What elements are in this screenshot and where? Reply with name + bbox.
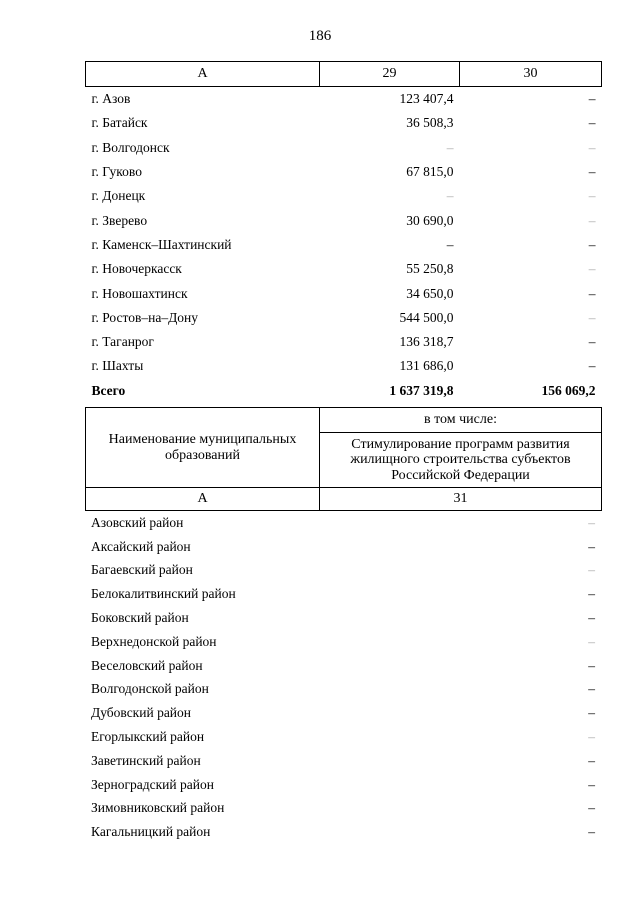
value-col-29: 544 500,0 — [399, 309, 454, 325]
table-row — [85, 535, 601, 559]
district-name: Дубовский район — [91, 705, 192, 721]
value-col-30: – — [588, 91, 596, 107]
value-col-31: – — [588, 610, 595, 626]
value-col-31: – — [588, 538, 595, 554]
header-col-a: А — [86, 62, 320, 87]
table-row — [86, 184, 602, 208]
total-col-30: 156 069,2 — [541, 382, 596, 398]
table-row — [85, 511, 601, 535]
code-col-a: А — [86, 488, 320, 511]
table-row — [85, 582, 601, 606]
value-col-29: 34 650,0 — [406, 285, 454, 301]
city-name: г. Азов — [91, 91, 131, 107]
table-row — [86, 160, 602, 184]
value-col-30: – — [588, 164, 596, 180]
city-name: г. Гуково — [91, 164, 142, 180]
value-col-31: – — [588, 586, 595, 602]
table-row — [86, 354, 602, 378]
table-row — [85, 654, 601, 678]
value-col-31: – — [588, 729, 595, 745]
city-name: г. Донецк — [91, 188, 146, 204]
value-col-29: 36 508,3 — [406, 115, 454, 131]
value-col-29: – — [446, 188, 454, 204]
district-name: Боковский район — [91, 610, 189, 626]
table-districts — [85, 511, 601, 844]
value-col-29: 55 250,8 — [406, 261, 454, 277]
city-name: г. Волгодонск — [91, 139, 170, 155]
value-col-30: – — [588, 334, 596, 350]
value-col-31: – — [588, 562, 595, 578]
district-name: Зимовниковский район — [91, 800, 225, 816]
table-row — [86, 208, 602, 232]
value-col-30: – — [588, 188, 596, 204]
district-name: Егорлыкский район — [91, 729, 205, 745]
including-header: в том числе: — [320, 408, 602, 433]
value-col-29: – — [446, 236, 454, 252]
table-row — [85, 630, 601, 654]
district-name: Веселовский район — [91, 657, 203, 673]
value-col-31: – — [588, 633, 595, 649]
value-col-29: 67 815,0 — [406, 164, 454, 180]
district-name: Багаевский район — [91, 562, 193, 578]
district-name: Волгодонской район — [91, 681, 209, 697]
district-name: Белокалитвинский район — [91, 586, 236, 602]
value-col-31: – — [588, 681, 595, 697]
code-col-31: 31 — [320, 488, 602, 511]
table-row — [85, 749, 601, 773]
value-col-29: 123 407,4 — [399, 91, 454, 107]
city-name: г. Новочеркасск — [91, 261, 182, 277]
value-col-31: – — [588, 657, 595, 673]
header-col-30: 30 — [460, 62, 602, 87]
table-row — [85, 820, 601, 844]
total-col-29: 1 637 319,8 — [389, 382, 454, 398]
table-row — [86, 306, 602, 330]
table-row — [85, 701, 601, 725]
value-col-29: 131 686,0 — [399, 358, 454, 374]
table-row — [86, 87, 602, 112]
city-name: г. Новошахтинск — [91, 285, 188, 301]
table-row — [85, 678, 601, 702]
value-col-31: – — [588, 514, 595, 530]
district-name: Кагальницкий район — [91, 824, 211, 840]
table-row — [86, 136, 602, 160]
value-col-30: – — [588, 236, 596, 252]
value-col-30: – — [588, 139, 596, 155]
value-col-30: – — [588, 212, 596, 228]
table-row — [86, 233, 602, 257]
column-header-municipalities: Наименование муниципальных образований — [86, 408, 320, 488]
city-name: г. Таганрог — [91, 334, 154, 350]
table-row — [86, 111, 602, 135]
table-row — [85, 559, 601, 583]
district-name: Аксайский район — [91, 538, 191, 554]
column-header-housing-programs: Стимулирование программ развития жилищного строительства субъектов Российской Федерации — [320, 433, 602, 488]
table-row — [86, 281, 602, 305]
table-row — [86, 257, 602, 281]
table-row — [85, 773, 601, 797]
value-col-29: 136 318,7 — [399, 334, 454, 350]
table-header-row — [86, 62, 602, 87]
value-col-30: – — [588, 261, 596, 277]
value-col-29: 30 690,0 — [406, 212, 454, 228]
table-row — [85, 797, 601, 821]
value-col-31: – — [588, 705, 595, 721]
value-col-30: – — [588, 285, 596, 301]
value-col-29: – — [446, 139, 454, 155]
district-name: Верхнедонской район — [91, 633, 217, 649]
city-name: г. Шахты — [91, 358, 144, 374]
table-cities — [85, 61, 602, 403]
value-col-30: – — [588, 115, 596, 131]
value-col-30: – — [588, 309, 596, 325]
page-number: 186 — [308, 28, 332, 44]
city-name: г. Ростов–на–Дону — [91, 309, 199, 325]
value-col-31: – — [588, 752, 595, 768]
district-name: Заветинский район — [91, 752, 201, 768]
value-col-30: – — [588, 358, 596, 374]
city-name: г. Каменск–Шахтинский — [91, 236, 232, 252]
table-row — [85, 725, 601, 749]
total-label: Всего — [91, 382, 126, 398]
city-name: г. Зверево — [91, 212, 148, 228]
table-row — [86, 330, 602, 354]
value-col-31: – — [588, 824, 595, 840]
table-row — [85, 606, 601, 630]
value-col-31: – — [588, 800, 595, 816]
value-col-31: – — [588, 776, 595, 792]
city-name: г. Батайск — [91, 115, 148, 131]
header-col-29: 29 — [320, 62, 460, 87]
district-name: Азовский район — [91, 514, 184, 530]
district-name: Зерноградский район — [91, 776, 214, 792]
table-header-block — [85, 407, 602, 511]
total-row — [86, 379, 602, 403]
